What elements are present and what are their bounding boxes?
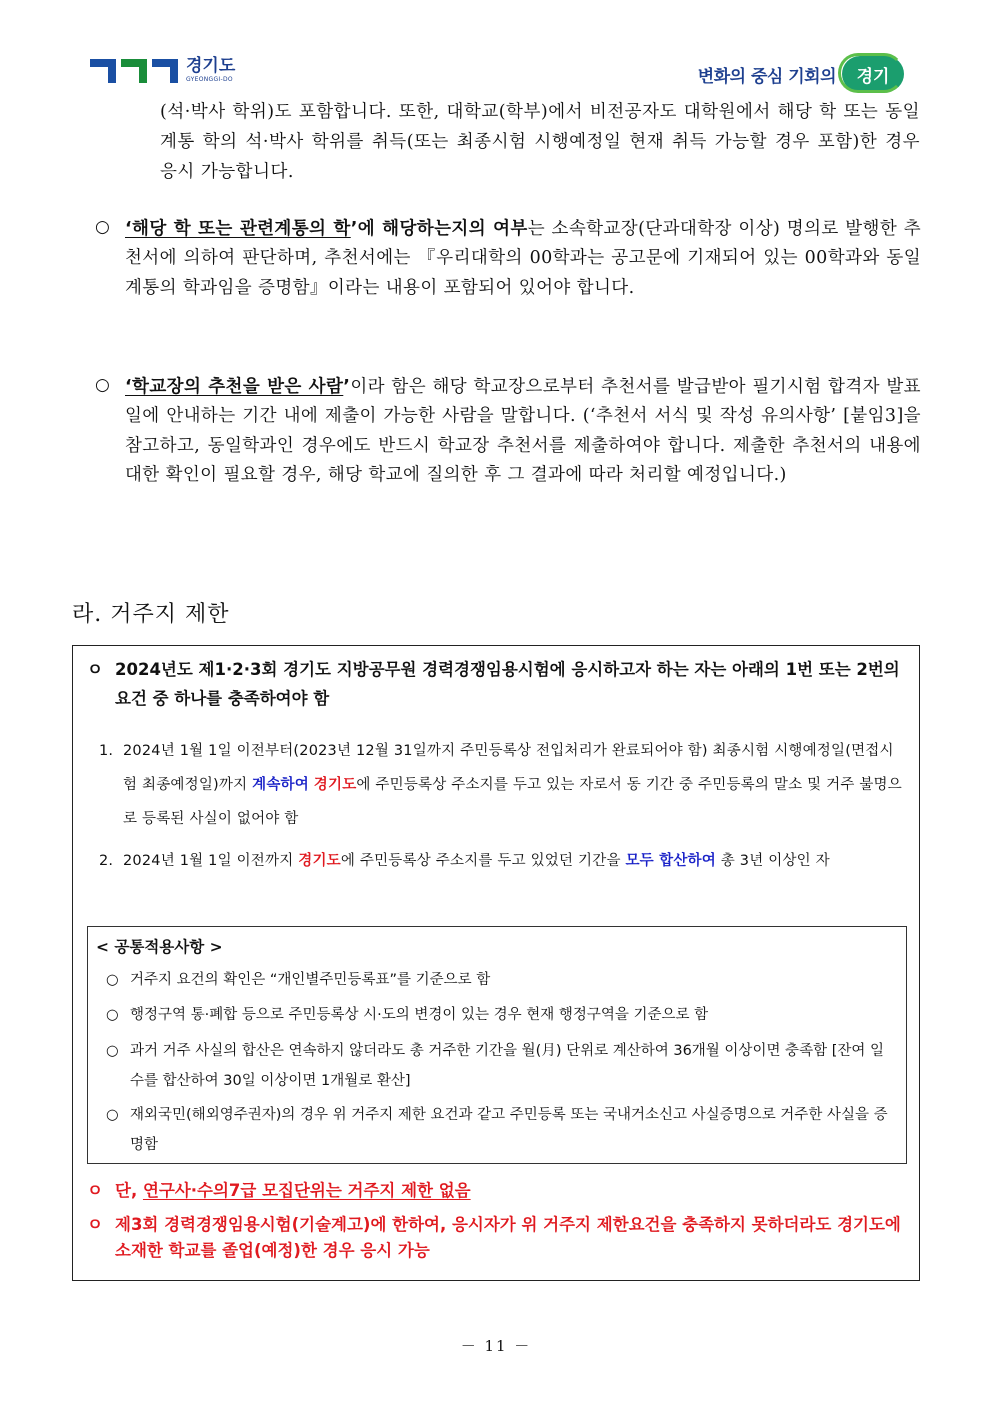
residence-restriction-box	[72, 645, 920, 1281]
main-requirement	[87, 656, 907, 714]
bullet-text	[125, 373, 921, 491]
main-requirement-text: 2024년도 제1·2·3회 경기도 지방공무원 경력경쟁임용시험에 응시하고자 하는 자는 아래의 1번 또는 2번의 요건 중 하나를 충족하여야 함	[115, 660, 900, 708]
page-header	[0, 0, 992, 100]
exception-prefix: 단,	[115, 1181, 143, 1200]
slogan-text: 변화의 중심 기회의	[697, 66, 836, 87]
page-number: － 11 －	[460, 1337, 532, 1355]
exception-note-2	[87, 1212, 907, 1265]
item-text-part: 2024년 1월 1일 이전부터(2023년 12월 31일까지 주민등록상 전입처리가 완료되어야 함) 최종시험 시행예정일(면접시험 최종예정일)까지	[123, 743, 894, 794]
common-rule-3	[106, 1036, 896, 1097]
common-rule-text: 거주지 요건의 확인은 “개인별주민등록표”를 기준으로 함	[130, 972, 491, 988]
gyeonggi-logo	[90, 58, 235, 83]
common-rule-4	[106, 1100, 896, 1161]
common-rule-2	[106, 1000, 896, 1030]
bullet-rest: 는 소속학교장(단과대학장 이상) 명의로 발행한 추천서에 의하여 판단하며, 추천서에는 『우리대학의 00학과는 공고문에 기재되어 있는 00학과와 동일계통의 학과임을 증명함』이라는 내용이 포함되어 있어야 합니다.	[125, 219, 922, 298]
bold-underlined-phrase: ‘해당 학 또는 관련계통의 학	[125, 219, 351, 239]
common-rules-heading: < 공통적용사항 >	[96, 938, 223, 956]
common-rule-text: 과거 거주 사실의 합산은 연속하지 않더라도 총 거주한 기간을 월(月) 단위로 계산하여 36개월 이상이면 충족함 [잔여 일수를 합산하여 30일 이상이면 1개월로 환산]	[130, 1043, 884, 1090]
item-text-part: 에 주민등록상 주소지를 두고 있는 자로서 동 기간 중 주민등록의 말소 및 거주 불명으로 등록된 사실이 없어야 함	[123, 777, 902, 828]
continued-paragraph: (석·박사 학위)도 포함합니다. 또한, 대학교(학부)에서 비전공자도 대학원에서 해당 학 또는 동일계통 학의 석·박사 학위를 취득(또는 최종시험 시행예정일 현재 취득 가능할 경우 포함)한 경우 응시 가능합니다.	[160, 102, 920, 183]
slogan-logo	[698, 56, 904, 92]
item-text-part: 2024년 1월 1일 이전까지	[123, 853, 299, 869]
common-rule-1	[106, 965, 896, 995]
item-number: 1.	[99, 743, 114, 759]
bullet-mark: ㅇ	[87, 1181, 103, 1200]
slogan-badge	[842, 56, 904, 92]
bold-underlined-phrase: ‘학교장의 추천을 받은 사람	[125, 377, 344, 397]
exception-note-1	[87, 1178, 907, 1204]
logo-english-text: GYEONGGI-DO	[186, 76, 233, 83]
item-text	[99, 844, 907, 878]
emphasis-blue: 계속하여	[252, 777, 309, 794]
exception-underlined: 연구사·수의7급 모집단위는 거주지 제한 없음	[142, 1181, 471, 1200]
item-text	[99, 734, 907, 836]
bullet-mark: ○	[106, 972, 119, 988]
item-number: 2.	[99, 853, 114, 869]
requirement-item-1	[99, 734, 907, 836]
emphasis-red: 경기도	[313, 777, 357, 794]
bullet-mark: ○	[95, 217, 110, 237]
common-rule-text: 행정구역 통·폐합 등으로 주민등록상 시·도의 변경이 있는 경우 현재 행정구역을 기준으로 함	[130, 1007, 709, 1023]
bullet-mark: ○	[106, 1007, 119, 1023]
emphasis-blue: 모두 합산하여	[625, 853, 716, 869]
bold-phrase: ’에 해당하는지의 여부	[350, 219, 528, 239]
bullet-text	[125, 215, 921, 303]
logo-mark-icon	[90, 59, 178, 83]
slogan-badge-text: 경기	[856, 66, 890, 87]
requirement-item-2	[99, 844, 907, 878]
bullet-mark: ㅇ	[87, 660, 103, 679]
section-title: 라. 거주지 제한	[72, 602, 230, 627]
item-text-part: 총 3년 이상인 자	[715, 853, 830, 869]
common-rules-box	[87, 926, 907, 1164]
bold-phrase: ’	[343, 377, 351, 397]
exception-text	[87, 1178, 907, 1204]
bullet-mark: ㅇ	[87, 1215, 103, 1234]
common-rule-text: 재외국민(해외영주권자)의 경우 위 거주지 제한 요건과 같고 주민등록 또는 국내거소신고 사실증명으로 거주한 사실을 증명함	[130, 1107, 888, 1154]
exception-text: 제3회 경력경쟁임용시험(기술계고)에 한하여, 응시자가 위 거주지 제한요건을 충족하지 못하더라도 경기도에 소재한 학교를 졸업(예정)한 경우 응시 가능	[115, 1215, 901, 1261]
logo-korean-text: 경기도	[186, 56, 236, 76]
bullet-mark: ○	[106, 1043, 119, 1059]
item-text-part: 에 주민등록상 주소지를 두고 있었던 기간을	[340, 853, 626, 869]
bullet-mark: ○	[95, 375, 110, 395]
emphasis-red: 경기도	[298, 853, 341, 869]
bullet-rest: 이라 함은 해당 학교장으로부터 추천서를 발급받아 필기시험 합격자 발표일에 안내하는 기간 내에 제출이 가능한 사람을 말합니다. (‘추천서 서식 및 작성 유의사항’ [붙임3]을 참고하고, 동일학과인 경우에도 반드시 학교장 추천서를 제출하여야 합니다. 제출한 추천서의 내용에 대한 확인이 필요할 경우, 해당 학교에 질의한 후 그 결과에 따라 처리할 예정입니다.)	[125, 377, 921, 486]
bullet-mark: ○	[106, 1107, 119, 1123]
